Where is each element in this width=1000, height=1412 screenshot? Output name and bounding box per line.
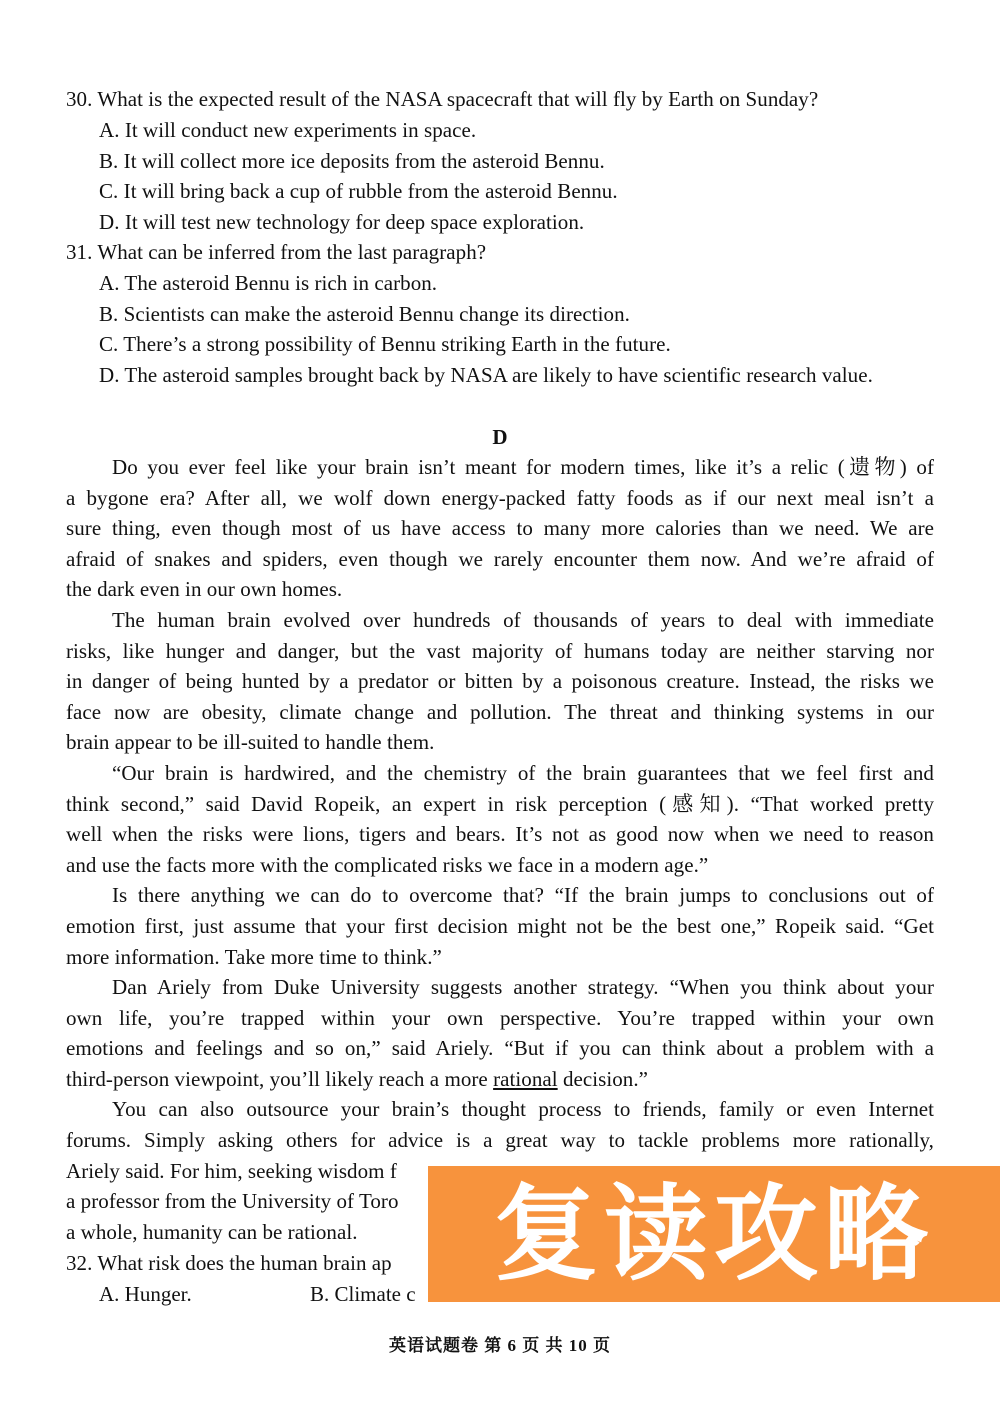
question-32-stem: 32. What risk does the human brain ap (66, 1251, 392, 1275)
question-32-options (99, 1279, 416, 1310)
underlined-word: rational (493, 1066, 558, 1091)
question-31-option-c: C. There’s a strong possibility of Bennu striking Earth in the future. (99, 332, 671, 356)
passage-line: the dark even in our own homes. (66, 577, 343, 602)
passage-line: risks, like hunger and danger, but the vast majority of humans today are neither starving nor (66, 638, 934, 663)
passage-body (66, 452, 934, 1247)
question-32-option-b: B. Climate c (310, 1282, 416, 1306)
question-30-option-a: A. It will conduct new experiments in space. (99, 118, 477, 142)
watermark-text: 复读攻略 (493, 1173, 934, 1295)
passage-line: a professor from the University of Toro (66, 1189, 399, 1214)
passage-line: face now are obesity, climate change and pollution. The threat and thinking systems in our (66, 699, 934, 724)
question-30-stem: 30. What is the expected result of the NASA spacecraft that will fly by Earth on Sunday? (66, 87, 819, 111)
passage-line: well when the risks were lions, tigers and bears. It’s not as good now when we need to reason (66, 822, 934, 847)
question-31-option-d: D. The asteroid samples brought back by NASA are likely to have scientific research value. (99, 363, 873, 387)
passage-line: The human brain evolved over hundreds of thousands of years to deal with immediate (112, 607, 934, 632)
passage-line: a whole, humanity can be rational. (66, 1219, 358, 1244)
passage-line: emotions and feelings and so on,” said Ariely. “But if you can think about a problem with a (66, 1036, 934, 1061)
passage-line: sure thing, even though most of us have access to many more calories than we need. We are (66, 516, 934, 541)
passage-line: a bygone era? After all, we wolf down energy-packed fatty foods as if our next meal isn’t a (66, 485, 934, 510)
page-footer: 英语试题卷 第 6 页 共 10 页 (389, 1336, 611, 1355)
question-30-option-c: C. It will bring back a cup of rubble from the asteroid Bennu. (99, 179, 618, 203)
passage-line: Is there anything we can do to overcome that? “If the brain jumps to conclusions out of (112, 883, 934, 908)
passage-line: in danger of being hunted by a predator or bitten by a poisonous creature. Instead, the risks we (66, 669, 934, 694)
passage-line-text: decision.” (557, 1066, 649, 1091)
question-30-option-d: D. It will test new technology for deep space exploration. (99, 210, 585, 234)
passage-line: own life, you’re trapped within your own perspective. You’re trapped within your own (66, 1005, 934, 1030)
passage-line: think second,” said David Ropeik, an expert in risk perception (感知). “That worked pretty (66, 791, 934, 816)
question-32-option-a: A. Hunger. (99, 1282, 192, 1306)
watermark-banner (428, 1166, 1000, 1302)
passage-line: Dan Ariely from Duke University suggests another strategy. “When you think about your (112, 975, 934, 1000)
passage-line-text: third-person viewpoint, you’ll likely reach a more (66, 1066, 488, 1091)
passage-line: “Our brain is hardwired, and the chemistry of the brain guarantees that we feel first and (112, 760, 934, 785)
section-heading: D (492, 425, 508, 449)
passage-line: afraid of snakes and spiders, even though we rarely encounter them now. And we’re afraid of (66, 546, 934, 571)
passage-line: and use the facts more with the complicated risks we face in a modern age.” (66, 852, 709, 877)
question-31-option-b: B. Scientists can make the asteroid Bennu change its direction. (99, 302, 630, 326)
question-31-stem: 31. What can be inferred from the last paragraph? (66, 240, 487, 264)
passage-line: Ariely said. For him, seeking wisdom f (66, 1158, 397, 1183)
passage-line: forums. Simply asking others for advice is a great way to tackle problems more rationally, (66, 1128, 934, 1153)
passage-line: Do you ever feel like your brain isn’t meant for modern times, like it’s a relic (遗物) of (112, 455, 934, 479)
passage-line: You can also outsource your brain’s thought process to friends, family or even Internet (112, 1097, 934, 1122)
passage-line: emotion first, just assume that your first decision might not be the best one,” Ropeik said. “Get (66, 913, 934, 938)
passage-line-with-underline (66, 1064, 934, 1095)
passage-line: more information. Take more time to think.” (66, 944, 442, 969)
question-31-option-a: A. The asteroid Bennu is rich in carbon. (99, 271, 438, 295)
passage-line: brain appear to be ill-suited to handle them. (66, 730, 435, 755)
question-30-option-b: B. It will collect more ice deposits from the asteroid Bennu. (99, 149, 605, 173)
